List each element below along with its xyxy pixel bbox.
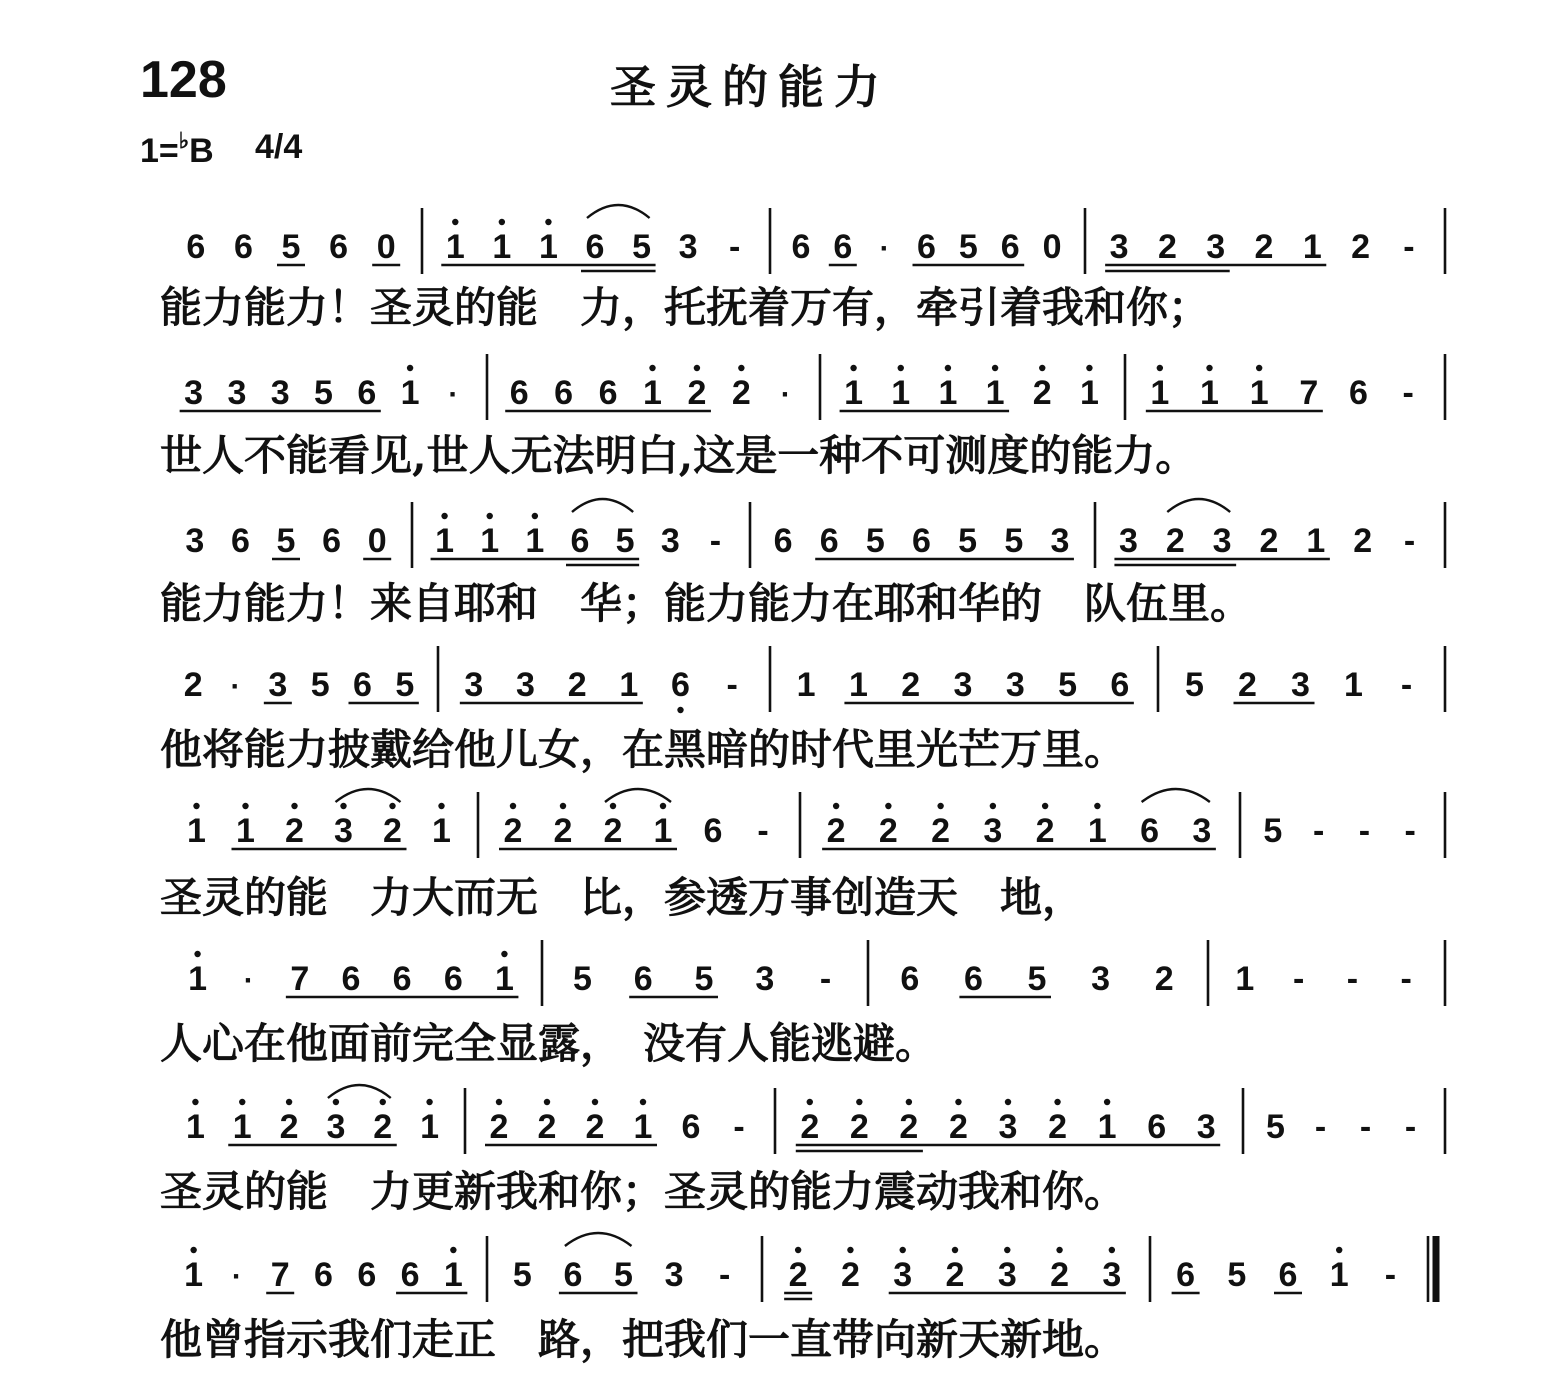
note-digit: 6 <box>400 1256 420 1294</box>
note-digit: 2 <box>279 1108 299 1146</box>
dash-mark: - <box>726 666 738 704</box>
note-digit: 3 <box>953 666 973 704</box>
note-digit: 5 <box>1004 522 1024 560</box>
note-digit: 5 <box>1263 812 1283 850</box>
note-digit: 5 <box>395 666 415 704</box>
lyrics-line-8: 他曾指示我们走正 路，把我们一直带向新天新地。 <box>160 1315 1127 1364</box>
lyrics-line-5: 圣灵的能 力大而无 比，参透万事创造天 地， <box>160 873 1085 922</box>
note-digit: 6 <box>570 522 590 560</box>
note-digit: 5 <box>632 228 652 266</box>
note-digit: 0 <box>1042 228 1062 266</box>
note-digit: 5 <box>694 960 714 998</box>
note-digit: 3 <box>1206 228 1226 266</box>
note-digit: 2 <box>567 666 587 704</box>
octave-dot <box>487 513 493 519</box>
slur-arc <box>565 1233 632 1246</box>
octave-dot <box>952 1247 958 1253</box>
slur-arc <box>605 789 671 802</box>
octave-dot <box>192 1099 198 1105</box>
note-digit: 6 <box>1278 1256 1298 1294</box>
dash-mark: - <box>709 522 722 560</box>
octave-dot <box>1086 365 1092 371</box>
hymn-number: 128 <box>140 51 227 109</box>
note-digit: 3 <box>185 522 205 560</box>
dash-mark: - <box>1292 960 1305 998</box>
note-digit: 2 <box>1050 1256 1070 1294</box>
augmentation-dot: · <box>243 964 254 997</box>
note-digit: 1 <box>1200 374 1219 412</box>
octave-dot <box>501 951 507 957</box>
octave-dot <box>560 803 566 809</box>
octave-dot <box>900 1247 906 1253</box>
octave-dot <box>1004 1247 1010 1253</box>
note-digit: 2 <box>1351 228 1371 266</box>
note-digit: 1 <box>633 1108 653 1146</box>
note-digit: 5 <box>614 1256 633 1294</box>
note-digit: 1 <box>432 812 451 850</box>
note-digit: 2 <box>1353 522 1373 560</box>
octave-dot <box>906 1099 912 1105</box>
note-digit: 1 <box>1097 1108 1117 1146</box>
note-digit: 6 <box>357 374 377 412</box>
octave-dot <box>885 803 891 809</box>
note-digit: 5 <box>314 374 333 412</box>
octave-dot <box>1054 1099 1060 1105</box>
note-digit: 6 <box>1110 666 1130 704</box>
octave-dot <box>545 219 551 225</box>
note-digit: 2 <box>1035 812 1055 850</box>
note-digit: 2 <box>1165 522 1185 560</box>
note-digit: 3 <box>184 374 204 412</box>
lyrics-line-2: 世人不能看见,世人无法明白,这是一种不可测度的能力。 <box>160 431 1198 480</box>
octave-dot <box>990 803 996 809</box>
octave-dot <box>649 365 655 371</box>
note-digit: 6 <box>554 374 574 412</box>
note-digit: 3 <box>268 666 288 704</box>
note-digit: 6 <box>1140 812 1160 850</box>
slur-arc <box>572 499 633 512</box>
note-digit: 2 <box>383 812 402 850</box>
octave-dot <box>239 1099 245 1105</box>
note-digit: 2 <box>537 1108 557 1146</box>
note-digit: 6 <box>230 522 250 560</box>
note-digit: 6 <box>900 960 920 998</box>
note-digit: 1 <box>188 960 208 998</box>
lyrics-line-6: 人心在他面前完全显露， 没有人能逃避。 <box>160 1019 938 1068</box>
note-digit: 5 <box>958 522 978 560</box>
note-digit: 6 <box>329 228 349 266</box>
note-digit: 6 <box>773 522 793 560</box>
note-digit: 6 <box>1176 1256 1196 1294</box>
note-digit: 3 <box>516 666 535 704</box>
note-digit: 1 <box>1306 522 1326 560</box>
note-digit: 1 <box>443 1256 463 1294</box>
octave-dot <box>242 803 248 809</box>
note-digit: 1 <box>525 522 545 560</box>
note-digit: 6 <box>563 1256 583 1294</box>
octave-dot <box>640 1099 646 1105</box>
octave-dot <box>496 1099 502 1105</box>
slur-arc <box>1142 789 1210 802</box>
dash-mark: - <box>757 812 769 850</box>
dash-mark: - <box>1312 812 1325 850</box>
octave-dot <box>795 1247 801 1253</box>
note-digit: 6 <box>509 374 529 412</box>
note-digit: 6 <box>633 960 653 998</box>
note-digit: 3 <box>1050 522 1070 560</box>
octave-dot <box>286 1099 292 1105</box>
note-digit: 3 <box>983 812 1003 850</box>
note-digit: 3 <box>1091 960 1111 998</box>
note-digit: 7 <box>290 960 310 998</box>
dash-mark: - <box>1400 666 1413 704</box>
octave-dot <box>1336 1247 1342 1253</box>
note-digit: 6 <box>392 960 412 998</box>
note-digit: 3 <box>270 374 290 412</box>
octave-dot <box>450 1247 456 1253</box>
note-digit: 1 <box>445 228 465 266</box>
note-digit: 2 <box>503 812 523 850</box>
octave-dot <box>850 365 856 371</box>
note-digit: 1 <box>1329 1256 1349 1294</box>
note-digit: 3 <box>893 1256 913 1294</box>
note-digit: 1 <box>1087 812 1107 850</box>
note-digit: 2 <box>901 666 921 704</box>
note-digit: 6 <box>1349 374 1368 412</box>
note-digit: 1 <box>985 374 1005 412</box>
note-digit: 0 <box>376 228 396 266</box>
note-digit: 5 <box>512 1256 532 1294</box>
note-digit: 1 <box>435 522 455 560</box>
note-digit: 6 <box>912 522 931 560</box>
octave-dot <box>992 365 998 371</box>
note-digit: 5 <box>1185 666 1204 704</box>
octave-dot <box>380 1099 386 1105</box>
octave-dot <box>194 951 200 957</box>
augmentation-dot: · <box>780 378 791 411</box>
note-digit: 3 <box>1291 666 1310 704</box>
note-digit: 1 <box>400 374 420 412</box>
note-digit: 2 <box>878 812 898 850</box>
note-digit: 1 <box>538 228 558 266</box>
note-digit: 6 <box>341 960 361 998</box>
note-digit: 5 <box>281 228 301 266</box>
note-digit: 2 <box>1254 228 1274 266</box>
slur-arc <box>587 205 650 218</box>
octave-dot <box>1256 365 1262 371</box>
note-digit: 6 <box>357 1256 377 1294</box>
note-digit: 1 <box>185 1108 205 1146</box>
octave-dot <box>452 219 458 225</box>
note-digit: 1 <box>938 374 958 412</box>
octave-dot <box>441 513 447 519</box>
note-digit: 1 <box>891 374 911 412</box>
key-prefix: 1= <box>140 132 179 170</box>
note-digit: 3 <box>997 1256 1017 1294</box>
note-digit: 6 <box>681 1108 701 1146</box>
note-digit: 3 <box>1005 666 1025 704</box>
slur-arc <box>328 1085 391 1098</box>
note-digit: 2 <box>1048 1108 1068 1146</box>
note-digit: 6 <box>671 666 690 704</box>
octave-dot <box>898 365 904 371</box>
note-digit: 1 <box>492 228 512 266</box>
note-digit: 5 <box>1227 1256 1247 1294</box>
note-digit: 1 <box>236 812 255 850</box>
note-digit: 3 <box>1109 228 1129 266</box>
note-digit: 1 <box>1344 666 1363 704</box>
note-digit: 2 <box>788 1256 808 1294</box>
note-digit: 6 <box>322 522 342 560</box>
note-digit: 2 <box>800 1108 820 1146</box>
note-digit: 2 <box>183 666 203 704</box>
note-digit: 1 <box>494 960 514 998</box>
octave-dot <box>499 219 505 225</box>
note-digit: 3 <box>1192 812 1212 850</box>
note-digit: 5 <box>572 960 592 998</box>
note-digit: 3 <box>678 228 698 266</box>
note-digit: 1 <box>232 1108 252 1146</box>
dash-mark: - <box>733 1108 745 1146</box>
note-digit: 1 <box>184 1256 204 1294</box>
note-digit: 2 <box>489 1108 509 1146</box>
note-digit: 3 <box>998 1108 1018 1146</box>
octave-dot <box>660 803 666 809</box>
note-digit: 5 <box>1027 960 1047 998</box>
note-digit: 6 <box>819 522 839 560</box>
octave-dot <box>833 803 839 809</box>
octave-dot <box>340 803 346 809</box>
note-digit: 3 <box>1196 1108 1216 1146</box>
note-digit: 3 <box>755 960 775 998</box>
note-digit: 1 <box>643 374 662 412</box>
note-digit: 3 <box>334 812 353 850</box>
augmentation-dot: · <box>231 1260 242 1293</box>
lyrics-line-7: 圣灵的能 力更新我和你；圣灵的能力震动我和你。 <box>160 1167 1127 1216</box>
note-digit: 6 <box>585 228 605 266</box>
dash-mark: - <box>1402 374 1414 412</box>
note-digit: 1 <box>848 666 868 704</box>
note-digit: 2 <box>285 812 304 850</box>
note-digit: 1 <box>420 1108 440 1146</box>
note-digit: 5 <box>276 522 296 560</box>
octave-dot <box>1109 1247 1115 1253</box>
note-digit: 6 <box>598 374 618 412</box>
dash-mark: - <box>1404 812 1416 850</box>
note-digit: 6 <box>314 1256 333 1294</box>
augmentation-dot: · <box>448 378 459 411</box>
note-digit: 2 <box>948 1108 968 1146</box>
note-digit: 2 <box>945 1256 965 1294</box>
note-digit: 6 <box>353 666 372 704</box>
note-digit: 1 <box>187 812 206 850</box>
note-digit: 5 <box>958 228 978 266</box>
note-digit: 5 <box>615 522 635 560</box>
note-digit: 2 <box>585 1108 605 1146</box>
note-digit: 2 <box>931 812 951 850</box>
octave-dot <box>190 1247 196 1253</box>
time-signature: 4/4 <box>255 128 303 166</box>
note-digit: 6 <box>917 228 936 266</box>
note-digit: 5 <box>1266 1108 1285 1146</box>
octave-dot <box>438 803 444 809</box>
note-digit: 1 <box>1235 960 1255 998</box>
octave-dot <box>847 1247 853 1253</box>
octave-dot <box>1206 365 1212 371</box>
augmentation-dot: · <box>879 232 890 265</box>
octave-dot <box>592 1099 598 1105</box>
note-digit: 3 <box>464 666 484 704</box>
octave-dot <box>389 803 395 809</box>
dash-mark: - <box>1384 1256 1397 1294</box>
dash-mark: - <box>1403 228 1415 266</box>
note-digit: 5 <box>310 666 330 704</box>
note-digit: 2 <box>826 812 846 850</box>
slur-arc <box>336 789 401 802</box>
note-digit: 2 <box>687 374 707 412</box>
dash-mark: - <box>719 1256 731 1294</box>
note-digit: 6 <box>233 228 253 266</box>
octave-dot <box>1104 1099 1110 1105</box>
note-digit: 2 <box>1238 666 1257 704</box>
note-digit: 6 <box>791 228 811 266</box>
note-digit: 1 <box>1150 374 1170 412</box>
octave-dot <box>610 803 616 809</box>
octave-dot <box>291 803 297 809</box>
dash-mark: - <box>819 960 832 998</box>
note-digit: 1 <box>844 374 864 412</box>
note-digit: 0 <box>367 522 387 560</box>
dash-mark: - <box>1404 1108 1417 1146</box>
slur-arc <box>1167 499 1230 512</box>
note-digit: 2 <box>731 374 751 412</box>
note-digit: 1 <box>480 522 500 560</box>
flat-sign: ♭ <box>178 128 190 153</box>
note-digit: 7 <box>1299 374 1319 412</box>
song-title: 圣灵的能力 <box>610 60 890 114</box>
octave-dot <box>407 365 413 371</box>
note-digit: 3 <box>326 1108 346 1146</box>
octave-dot <box>807 1099 813 1105</box>
dash-mark: - <box>729 228 741 266</box>
octave-dot <box>677 707 683 713</box>
octave-dot <box>1005 1099 1011 1105</box>
note-digit: 6 <box>186 228 206 266</box>
note-digit: 2 <box>373 1108 393 1146</box>
note-digit: 6 <box>703 812 723 850</box>
octave-dot <box>1042 803 1048 809</box>
note-digit: 6 <box>833 228 853 266</box>
octave-dot <box>1094 803 1100 809</box>
octave-dot <box>694 365 700 371</box>
note-digit: 6 <box>1000 228 1020 266</box>
dash-mark: - <box>1346 960 1359 998</box>
octave-dot <box>193 803 199 809</box>
lyrics-line-3: 能力能力！来自耶和 华；能力能力在耶和华的 队伍里。 <box>160 579 1253 628</box>
note-digit: 3 <box>227 374 247 412</box>
dash-mark: - <box>1358 812 1371 850</box>
note-digit: 1 <box>619 666 639 704</box>
note-digit: 2 <box>899 1108 919 1146</box>
dash-mark: - <box>1403 522 1416 560</box>
note-digit: 6 <box>443 960 463 998</box>
note-digit: 2 <box>1154 960 1174 998</box>
note-digit: 5 <box>1058 666 1078 704</box>
note-digit: 5 <box>865 522 885 560</box>
dash-mark: - <box>1314 1108 1327 1146</box>
octave-dot <box>1157 365 1163 371</box>
octave-dot <box>532 513 538 519</box>
note-digit: 3 <box>1212 522 1232 560</box>
octave-dot <box>738 365 744 371</box>
octave-dot <box>510 803 516 809</box>
octave-dot <box>1056 1247 1062 1253</box>
lyrics-line-4: 他将能力披戴给他儿女，在黑暗的时代里光芒万里。 <box>160 725 1127 774</box>
note-digit: 3 <box>1118 522 1138 560</box>
note-digit: 3 <box>1102 1256 1122 1294</box>
note-digit: 2 <box>1259 522 1279 560</box>
note-digit: 2 <box>849 1108 869 1146</box>
lyrics-line-1: 能力能力！圣灵的能 力，托抚着万有，牵引着我和你； <box>160 283 1211 332</box>
note-digit: 3 <box>660 522 680 560</box>
note-digit: 2 <box>603 812 623 850</box>
octave-dot <box>955 1099 961 1105</box>
octave-dot <box>544 1099 550 1105</box>
octave-dot <box>945 365 951 371</box>
dash-mark: - <box>1400 960 1412 998</box>
note-digit: 6 <box>963 960 983 998</box>
octave-dot <box>856 1099 862 1105</box>
note-digit: 7 <box>270 1256 290 1294</box>
note-digit: 2 <box>553 812 573 850</box>
key-note: B <box>189 132 214 170</box>
note-digit: 2 <box>1032 374 1052 412</box>
note-digit: 1 <box>796 666 816 704</box>
note-digit: 1 <box>1302 228 1322 266</box>
octave-dot <box>426 1099 432 1105</box>
dash-mark: - <box>1359 1108 1372 1146</box>
note-digit: 2 <box>840 1256 860 1294</box>
octave-dot <box>1039 365 1045 371</box>
note-digit: 1 <box>1249 374 1269 412</box>
note-digit: 1 <box>653 812 673 850</box>
octave-dot <box>333 1099 339 1105</box>
note-digit: 3 <box>664 1256 684 1294</box>
note-digit: 6 <box>1147 1108 1167 1146</box>
augmentation-dot: · <box>230 670 241 703</box>
octave-dot <box>937 803 943 809</box>
note-digit: 2 <box>1157 228 1177 266</box>
note-digit: 1 <box>1079 374 1099 412</box>
